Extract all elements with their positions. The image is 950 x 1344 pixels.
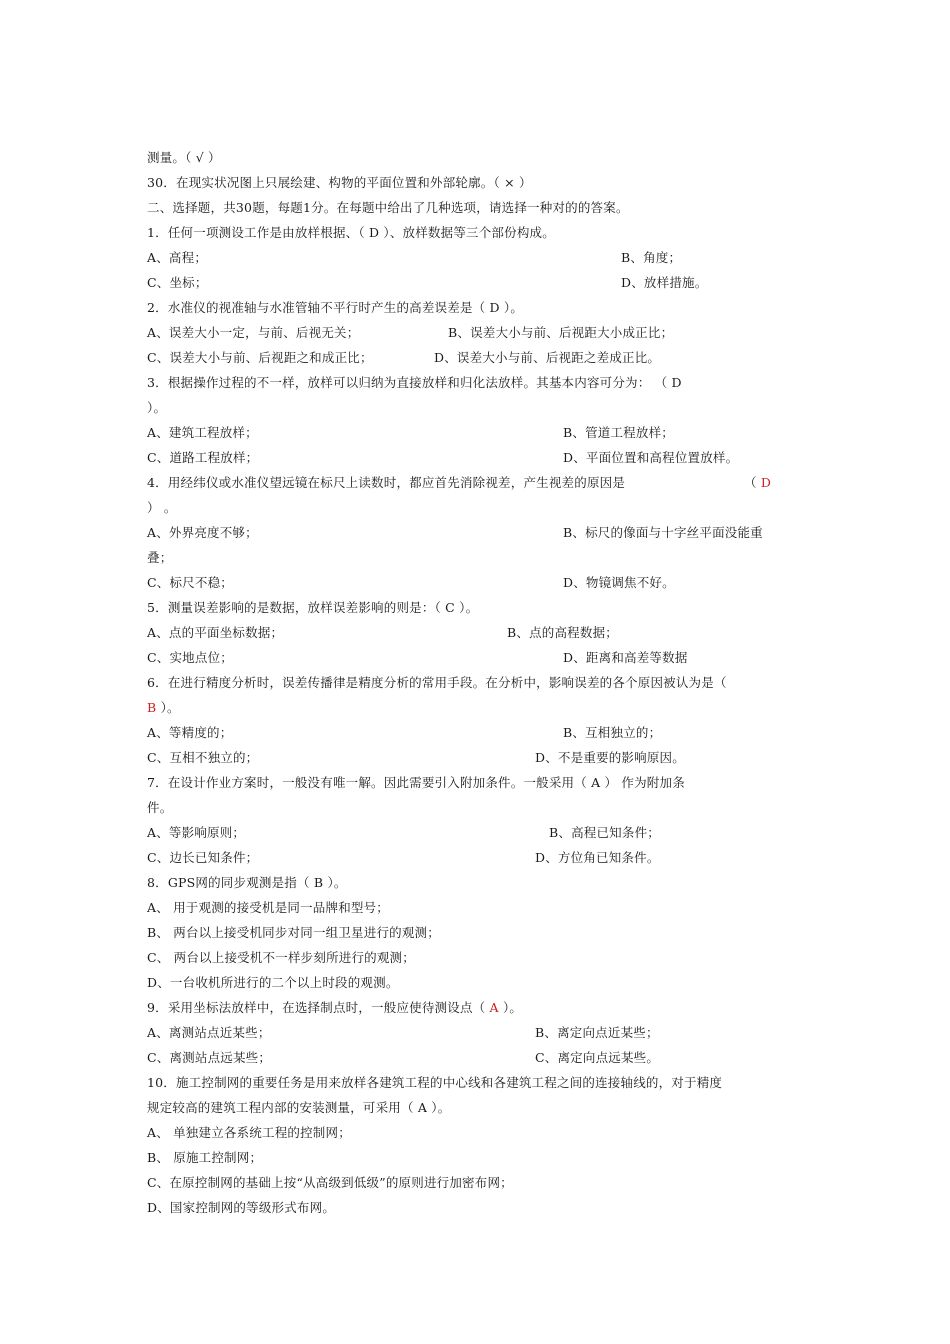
option-line: D、一台收机所进行的二个以上时段的观测。 bbox=[147, 975, 399, 990]
question-8: 8．GPS网的同步观测是指（ B ）。 bbox=[147, 875, 347, 890]
option-line: D、不是重要的影响原因。 bbox=[535, 750, 685, 765]
option-line: C、标尺不稳； bbox=[147, 575, 233, 590]
option-line: B、离定向点近某些； bbox=[535, 1025, 659, 1040]
answer-letter: B bbox=[147, 700, 157, 715]
option-line: C、互相不独立的； bbox=[147, 750, 259, 765]
text-line: B ）。 bbox=[147, 700, 180, 715]
text-line: 规定较高的建筑工程内部的安装测量，可采用（ A ）。 bbox=[147, 1100, 451, 1115]
option-line: A、 用于观测的接受机是同一品牌和型号； bbox=[147, 900, 390, 915]
option-line: B、 原施工控制网； bbox=[147, 1150, 263, 1165]
option-line: B、点的高程数据； bbox=[507, 625, 618, 640]
text-line: ）。 bbox=[147, 400, 167, 415]
text-line: 30．在现实状况图上只展绘建、构物的平面位置和外部轮廓。（ × ） bbox=[147, 175, 532, 190]
text-line: 叠； bbox=[147, 550, 173, 565]
option-line: A、等影响原则； bbox=[147, 825, 246, 840]
option-line: C、道路工程放样； bbox=[147, 450, 259, 465]
option-line: B、 两台以上接受机同步对同一组卫星进行的观测； bbox=[147, 925, 440, 940]
option-line: A、外界亮度不够； bbox=[147, 525, 258, 540]
question-2: 2．水准仪的视准轴与水准管轴不平行时产生的高差误差是（ D ）。 bbox=[147, 300, 524, 315]
question-10: 10．施工控制网的重要任务是用来放样各建筑工程的中心线和各建筑工程之间的连接轴线的，对于精度 bbox=[147, 1075, 723, 1090]
option-line: C、 两台以上接受机不一样步刻所进行的观测； bbox=[147, 950, 415, 965]
option-line: C、实地点位； bbox=[147, 650, 233, 665]
option-line: B、高程已知条件； bbox=[549, 825, 660, 840]
question-1: 1．任何一项测设工作是由放样根据、（ D ）、放样数据等三个部份构成。 bbox=[147, 225, 555, 240]
text-line: 测量。（ √ ） bbox=[147, 150, 221, 165]
option-line: B、管道工程放样； bbox=[563, 425, 674, 440]
answer-letter: A bbox=[489, 1000, 499, 1015]
option-line: B、角度； bbox=[621, 250, 682, 265]
question-3: 3．根据操作过程的不一样，放样可以归纳为直接放样和归化法放样。其基本内容可分为： （ D bbox=[147, 375, 682, 390]
option-line: B、误差大小与前、后视距大小成正比； bbox=[448, 325, 674, 340]
question-7: 7．在设计作业方案时，一般没有唯一解。因此需要引入附加条件。一般采用（ A ） 作为附加条 bbox=[147, 775, 685, 790]
option-line: A、离测站点近某些； bbox=[147, 1025, 271, 1040]
option-line: D、误差大小与前、后视距之差成正比。 bbox=[434, 350, 661, 365]
question-6: 6．在进行精度分析时，误差传播律是精度分析的常用手段。在分析中，影响误差的各个原因被认为是（ bbox=[147, 675, 727, 690]
option-line: D、平面位置和高程位置放样。 bbox=[563, 450, 739, 465]
option-line: A、点的平面坐标数据； bbox=[147, 625, 284, 640]
option-line: C、在原控制网的基础上按“从高级到低级”的原则进行加密布网； bbox=[147, 1175, 513, 1190]
question-5: 5．测量误差影响的是数据，放样误差影响的则是：（ C ）。 bbox=[147, 600, 479, 615]
question-9: 9．采用坐标法放样中，在选择制点时，一般应使待测设点（ A ）。 bbox=[147, 1000, 523, 1015]
option-line: C、坐标； bbox=[147, 275, 208, 290]
option-line: C、离定向点远某些。 bbox=[535, 1050, 660, 1065]
text-line: 件。 bbox=[147, 800, 173, 815]
answer-letter: D bbox=[760, 475, 772, 490]
option-line: A、 单独建立各系统工程的控制网； bbox=[147, 1125, 351, 1140]
option-line: B、互相独立的； bbox=[563, 725, 662, 740]
option-line: A、等精度的； bbox=[147, 725, 233, 740]
option-line: B、标尺的像面与十字丝平面没能重 bbox=[563, 525, 763, 540]
option-line: C、边长已知条件； bbox=[147, 850, 259, 865]
option-line: A、建筑工程放样； bbox=[147, 425, 258, 440]
option-line: A、误差大小一定，与前、后视无关； bbox=[147, 325, 360, 340]
option-line: C、误差大小与前、后视距之和成正比； bbox=[147, 350, 373, 365]
section-heading: 二、选择题，共30题，每题1分。在每题中给出了几种选项，请选择一种对的的答案。 bbox=[147, 200, 629, 215]
question-4: 4．用经纬仪或水准仪望远镜在标尺上读数时，都应首先消除视差，产生视差的原因是 bbox=[147, 475, 626, 490]
text-line: ） 。 bbox=[147, 500, 177, 515]
option-line: D、距离和高差等数据 bbox=[563, 650, 688, 665]
answer-bracket: （ D bbox=[744, 475, 772, 490]
option-line: C、离测站点远某些； bbox=[147, 1050, 272, 1065]
option-line: D、国家控制网的等级形式布网。 bbox=[147, 1200, 336, 1215]
option-line: A、高程； bbox=[147, 250, 208, 265]
option-line: D、方位角已知条件。 bbox=[535, 850, 660, 865]
option-line: D、放样措施。 bbox=[621, 275, 708, 290]
option-line: D、物镜调焦不好。 bbox=[563, 575, 675, 590]
